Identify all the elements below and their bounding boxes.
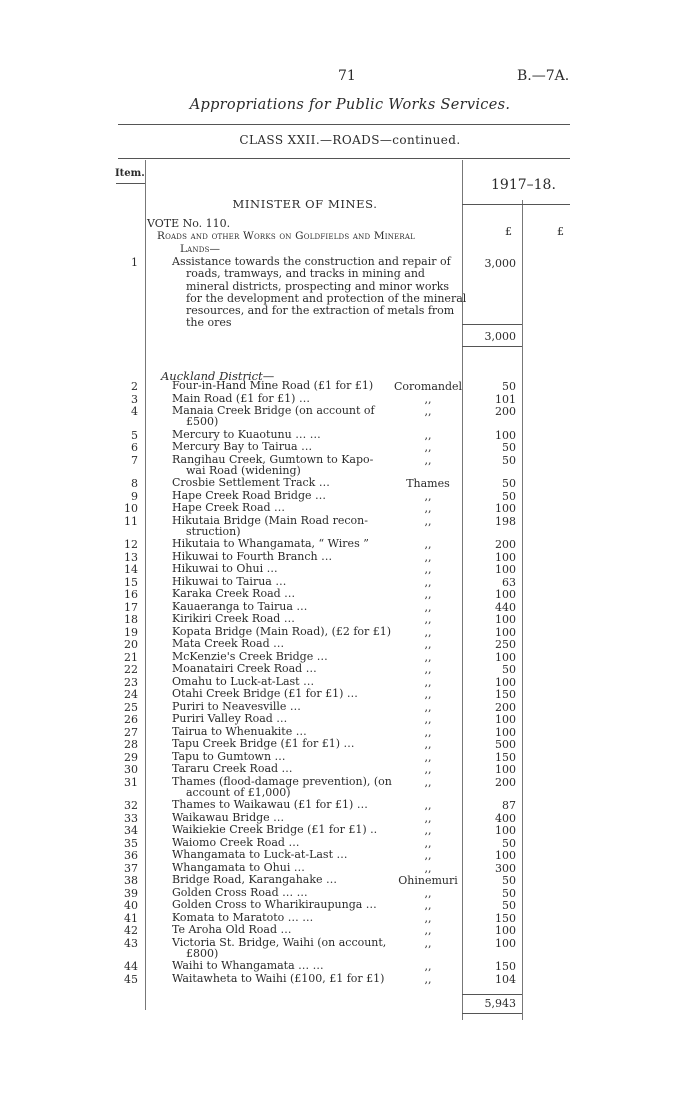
row-description [172,490,326,501]
page-number: 71 [338,68,356,84]
row-description-text: Hikuwai to Tairua … [172,574,287,588]
row-location: ,, [424,638,432,651]
row-location: ,, [424,824,432,837]
row-amount: 440 [495,600,516,614]
row-location: ,, [424,514,432,528]
row-location: ,, [424,700,432,714]
row-location: ,, [424,550,432,564]
row-description-text: Hikutaia to Whangamata, “ Wires ” [172,537,369,550]
row-item-number: 32 [124,799,138,812]
row-location: ,, [424,936,432,950]
row-item-number: 9 [131,489,138,503]
row-location: ,, [424,453,432,467]
row-description-text: Mercury Bay to Tairua … [172,440,313,453]
row-item-number: 41 [124,911,138,925]
row-description [172,551,332,562]
row-item-number: 30 [124,763,138,776]
row-description-text: Kopata Bridge (Main Road), (£2 for £1) [172,624,392,638]
year-rule [462,204,570,205]
row-item-number: 19 [124,625,138,639]
row-description [172,912,313,923]
row-amount: 50 [502,886,516,900]
item-number: 1 [131,256,138,269]
row-item-number: 3 [131,392,138,406]
row-amount: 200 [495,405,516,418]
row-amount: 100 [495,502,516,515]
row-description-text: Thames to Waikawau (£1 for £1) … [172,798,368,811]
row-description [172,626,391,637]
row-amount: 250 [495,638,516,651]
row-description-text: Crosbie Settlement Track … [172,476,330,489]
row-amount: 100 [495,675,516,689]
row-item-number: 24 [124,688,138,701]
row-description [172,563,278,574]
row-description [172,713,287,724]
row-item-number: 12 [124,538,138,551]
row-description-continuation: account of £1,000) [186,785,291,799]
row-amount: 50 [502,453,516,467]
row-description-text: Hikuwai to Fourth Branch … [172,549,333,563]
row-description-text: Waikawau Bridge … [172,810,285,824]
row-description [172,849,348,860]
row-amount: 87 [502,799,516,812]
row-item-number: 4 [131,405,138,418]
row-description-continuation: struction) [186,524,241,538]
row-amount: 500 [495,738,516,751]
row-description-text: McKenzie's Creek Bridge … [172,649,328,663]
row-location: ,, [424,775,432,789]
row-item-number: 35 [124,836,138,850]
row-description [172,874,337,885]
row-item-number: 31 [124,775,138,789]
row-description [172,776,392,798]
row-location: Ohinemuri [398,874,458,887]
row-description [172,393,310,404]
row-description-text: Tairua to Whenuakite … [172,724,307,738]
row-location: ,, [424,886,432,900]
vote-heading-line1: Roads and other Works on Goldfields and Mineral [157,230,415,242]
row-description [172,726,307,737]
row-description [172,812,284,823]
row-location: ,, [424,675,432,689]
row-location: ,, [424,613,432,626]
row-description [172,799,368,810]
row-item-number: 18 [124,613,138,626]
vote-heading-line2: Lands— [180,243,221,255]
row-amount: 100 [495,725,516,739]
row-description [172,701,301,712]
row-location: ,, [424,799,432,812]
row-description [172,405,375,427]
row-description [172,588,295,599]
row-item-number: 7 [131,453,138,467]
row-amount: 50 [502,441,516,454]
row-description-text: Hape Creek Road Bridge … [172,488,327,502]
row-amount: 150 [495,960,516,973]
vote-subtotal: 3,000 [484,330,516,343]
row-location: ,, [424,428,432,442]
row-description-text: Tapu Creek Bridge (£1 for £1) … [172,737,355,750]
row-amount: 100 [495,613,516,626]
row-description-text: Hikutaia Bridge (Main Road recon- [172,513,368,527]
row-description [172,441,312,452]
row-description-text: Waikiekie Creek Bridge (£1 for £1) .. [172,823,378,836]
row-description [172,688,358,699]
row-description-text: Manaia Creek Bridge (on account of [172,404,375,417]
row-description-text: Tararu Creek Road … [172,762,293,775]
top-rule [118,124,570,125]
row-description-text: Puriri Valley Road … [172,712,288,725]
row-amount: 100 [495,625,516,639]
row-description-text: Puriri to Neavesville … [172,699,301,713]
row-location: ,, [424,600,432,614]
row-description-text: Rangihau Creek, Gumtown to Kapo- [172,452,374,466]
row-item-number: 33 [124,811,138,825]
row-item-number: 23 [124,675,138,689]
row-amount: 50 [502,899,516,912]
row-description [172,924,292,935]
row-description [172,899,377,910]
row-location: ,, [424,563,432,576]
row-amount: 50 [502,663,516,676]
row-description-text: Thames (flood-damage prevention), (on [172,774,392,788]
row-description-continuation: £500) [186,415,219,428]
row-description [172,738,355,749]
district-total-underline [462,1013,522,1014]
row-item-number: 15 [124,575,138,589]
row-description [172,824,377,835]
row-description-text: Hape Creek Road … [172,501,286,514]
row-item-number: 38 [124,874,138,887]
row-amount: 100 [495,824,516,837]
row-item-number: 44 [124,960,138,973]
row-description-text: Golden Cross to Wharikiraupunga … [172,898,377,911]
row-description-text: Kirikiri Creek Road … [172,612,295,625]
row-item-number: 28 [124,738,138,751]
row-description [172,613,295,624]
row-description-text: Whangamata to Ohui … [172,860,305,874]
document-reference: B.—7A. [517,68,570,84]
row-location: ,, [424,811,432,825]
row-amount: 63 [502,575,516,589]
row-amount: 100 [495,550,516,564]
row-item-number: 17 [124,600,138,614]
row-description [172,862,305,873]
row-description [172,515,368,537]
row-location: ,, [424,849,432,862]
row-item-number: 25 [124,700,138,714]
row-description-text: Komata to Maratoto … … [172,910,314,924]
row-item-number: 27 [124,725,138,739]
row-description-text: Karaka Creek Road … [172,587,296,600]
row-description-text: Te Aroha Old Road … [172,923,292,936]
row-location: ,, [424,836,432,850]
row-description-text: Waihi to Whangamata … … [172,959,324,972]
row-description [172,837,299,848]
row-item-number: 36 [124,849,138,862]
row-location: ,, [424,588,432,601]
item-heading-underline [116,183,145,184]
row-location: ,, [424,489,432,503]
row-amount: 150 [495,911,516,925]
row-description-text: Golden Cross Road … … [172,885,308,899]
row-description [172,663,317,674]
row-amount: 100 [495,763,516,776]
row-description-text: Kauaeranga to Tairua … [172,599,308,613]
row-item-number: 6 [131,441,138,454]
row-location: ,, [424,650,432,664]
row-location: ,, [424,663,432,676]
row-location: ,, [424,725,432,739]
row-item-number: 22 [124,663,138,676]
district-total: 5,943 [484,997,516,1010]
row-location: ,, [424,538,432,551]
year-heading: 1917–18. [491,177,556,193]
row-amount: 100 [495,428,516,442]
row-description-text: Whangamata to Luck-at-Last … [172,848,348,861]
row-description [172,751,286,762]
row-amount: 50 [502,380,516,393]
row-description [172,477,330,488]
row-location: Thames [406,477,450,490]
row-item-number: 13 [124,550,138,564]
row-description-text: Otahi Creek Bridge (£1 for £1) … [172,687,358,700]
row-description-text: Bridge Road, Karangahake … [172,873,338,886]
row-item-number: 10 [124,502,138,515]
row-item-number: 34 [124,824,138,837]
row-description-continuation: wai Road (widening) [186,463,301,477]
row-location: ,, [424,392,432,406]
pound-sign-col2: £ [557,225,564,238]
row-description [172,638,284,649]
row-location: ,, [424,688,432,701]
row-description-text: Mercury to Kuaotunu … … [172,427,321,441]
row-amount: 200 [495,775,516,789]
row-location: ,, [424,713,432,726]
row-location: ,, [424,911,432,925]
row-location: ,, [424,441,432,454]
row-description [172,960,324,971]
row-description-text: Victoria St. Bridge, Waihi (on account, [172,935,387,949]
row-description [172,576,286,587]
row-item-number: 26 [124,713,138,726]
vote-subtotal-underline [462,346,522,347]
row-description-text: Omahu to Luck-at-Last … [172,674,315,688]
row-item-number: 5 [131,428,138,442]
row-description-continuation: £800) [186,946,219,960]
row-amount: 50 [502,489,516,503]
row-amount: 104 [495,972,516,986]
row-location: ,, [424,972,432,986]
amount-column-rule-right [522,200,523,1020]
row-location: ,, [424,861,432,875]
row-description [172,429,321,440]
row-amount: 50 [502,477,516,490]
row-location: ,, [424,625,432,639]
item-column-rule [145,160,146,1010]
row-location: ,, [424,575,432,589]
pound-sign-col1: £ [505,225,512,238]
row-location: ,, [424,960,432,973]
class-rule [118,158,570,159]
row-amount: 400 [495,811,516,825]
row-item-number: 40 [124,899,138,912]
row-amount: 150 [495,688,516,701]
item-description: Assistance towards the construction and repair of roads, tramways, and tracks in mining and mineral districts, prospecting and minor works for the development and protection of the mineral resources, and for the extraction of metals from the ores [172,255,467,330]
row-description [172,887,308,898]
row-amount: 50 [502,836,516,850]
row-item-number: 45 [124,972,138,986]
item-column-heading: Item. [115,168,145,179]
row-description-text: Waitawheta to Waihi (£100, £1 for £1) [172,971,385,985]
row-item-number: 2 [131,380,138,393]
row-amount: 100 [495,936,516,950]
row-description [172,380,373,391]
row-amount: 300 [495,861,516,875]
row-location: ,, [424,502,432,515]
row-item-number: 43 [124,936,138,950]
row-item-number: 21 [124,650,138,664]
row-item-number: 11 [124,514,138,528]
row-description [172,973,384,984]
row-description-text: Main Road (£1 for £1) … [172,391,310,405]
row-location: ,, [424,750,432,764]
row-description [172,502,285,513]
page-title: Appropriations for Public Works Services. [189,97,511,113]
row-location: ,, [424,924,432,937]
row-amount: 50 [502,874,516,887]
row-amount: 150 [495,750,516,764]
row-description-text: Hikuwai to Ohui … [172,562,278,575]
row-item-number: 20 [124,638,138,651]
row-location: ,, [424,899,432,912]
row-item-number: 16 [124,588,138,601]
row-amount: 200 [495,538,516,551]
row-description [172,454,373,476]
row-item-number: 37 [124,861,138,875]
row-amount: 100 [495,563,516,576]
district-total-rule [462,994,522,995]
row-description-text: Tapu to Gumtown … [172,749,286,763]
row-item-number: 39 [124,886,138,900]
row-location: ,, [424,763,432,776]
row-description-text: Mata Creek Road … [172,637,285,650]
row-item-number: 42 [124,924,138,937]
minister-heading: MINISTER OF MINES. [232,197,378,211]
row-description-text: Four-in-Hand Mine Road (£1 for £1) [172,379,374,392]
row-item-number: 8 [131,477,138,490]
row-description [172,601,307,612]
vote-subtotal-rule [462,324,522,325]
row-description [172,676,314,687]
row-amount: 101 [495,392,516,406]
item-amount: 3,000 [484,257,516,270]
row-item-number: 14 [124,563,138,576]
row-amount: 100 [495,713,516,726]
row-amount: 100 [495,588,516,601]
row-location: Coromandel [393,380,463,393]
row-amount: 198 [495,514,516,528]
row-location: ,, [424,405,432,418]
row-description-text: Waiomo Creek Road … [172,835,300,849]
row-description-text: Moanatairi Creek Road … [172,662,317,675]
row-amount: 200 [495,700,516,714]
district-heading: Auckland District— [161,369,275,383]
row-amount: 100 [495,924,516,937]
row-description [172,651,328,662]
row-amount: 100 [495,849,516,862]
row-description [172,538,369,549]
row-location: ,, [424,738,432,751]
row-description [172,763,293,774]
class-heading: CLASS XXII.—ROADS—continued. [239,133,461,147]
row-amount: 100 [495,650,516,664]
row-description [172,937,386,959]
vote-number: VOTE No. 110. [147,217,231,230]
row-item-number: 29 [124,750,138,764]
